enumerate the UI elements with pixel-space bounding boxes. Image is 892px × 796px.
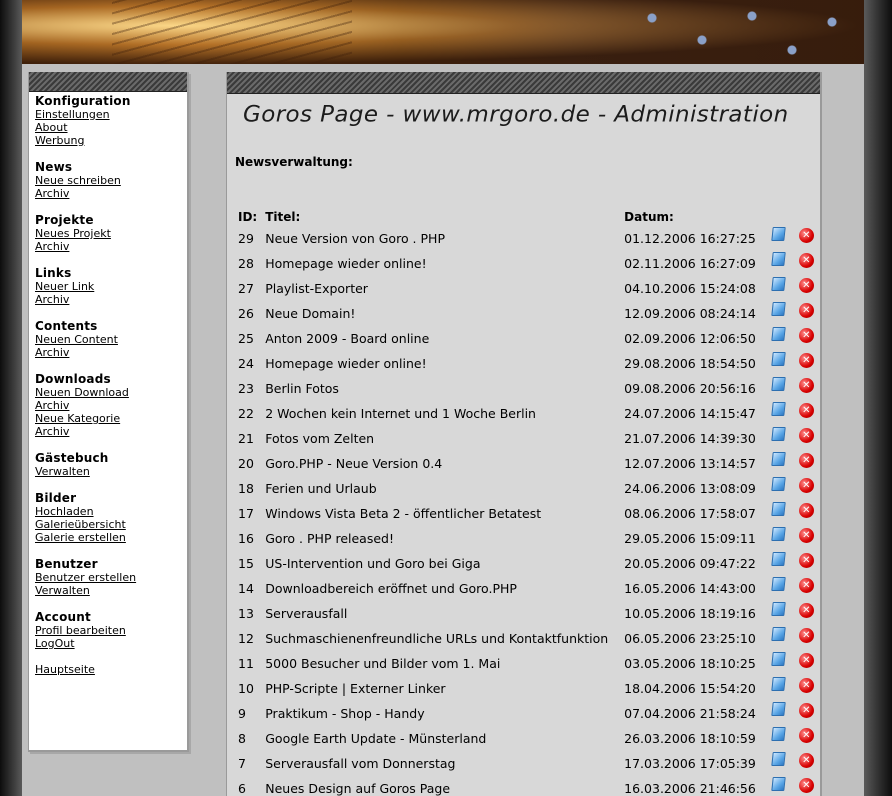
nav-section-title: Contents bbox=[35, 319, 98, 333]
cell-edit bbox=[765, 326, 792, 351]
nav-section bbox=[29, 451, 187, 478]
cell-date: 16.05.2006 14:43:00 bbox=[624, 581, 756, 596]
cell-edit bbox=[765, 226, 792, 251]
edit-page-icon[interactable] bbox=[772, 352, 786, 366]
cell-date: 20.05.2006 09:47:22 bbox=[624, 556, 756, 571]
nav-link[interactable]: Hochladen bbox=[35, 505, 94, 518]
nav-section-title: Account bbox=[35, 610, 91, 624]
nav-section bbox=[29, 372, 187, 438]
cell-title: Berlin Fotos bbox=[265, 381, 339, 396]
main-panel bbox=[226, 72, 822, 796]
table-row bbox=[234, 251, 820, 276]
cell-date: 07.04.2006 21:58:24 bbox=[624, 706, 756, 721]
cell-delete bbox=[793, 726, 820, 751]
cell-edit bbox=[765, 276, 792, 301]
cell-edit bbox=[765, 376, 792, 401]
cell-edit bbox=[765, 476, 792, 501]
delete-x-icon[interactable]: ✕ bbox=[799, 378, 814, 393]
nav-link[interactable]: Hauptseite bbox=[35, 663, 95, 676]
nav-section bbox=[29, 160, 187, 200]
nav-section-title: Projekte bbox=[35, 213, 94, 227]
cell-date: 16.03.2006 21:46:56 bbox=[624, 781, 756, 796]
cell-delete bbox=[793, 401, 820, 426]
nav-section bbox=[29, 319, 187, 359]
cell-date: 17.03.2006 17:05:39 bbox=[624, 756, 756, 771]
delete-x-icon[interactable]: ✕ bbox=[799, 278, 814, 293]
delete-x-icon[interactable]: ✕ bbox=[799, 403, 814, 418]
sidebar bbox=[28, 72, 189, 752]
cell-delete bbox=[793, 651, 820, 676]
cell-edit bbox=[765, 501, 792, 526]
table-row bbox=[234, 701, 820, 726]
nav-section bbox=[29, 557, 187, 597]
edit-page-icon[interactable] bbox=[772, 727, 786, 741]
cell-date: 04.10.2006 15:24:08 bbox=[624, 281, 756, 296]
nav-link[interactable]: Neues Projekt bbox=[35, 227, 111, 240]
table-row bbox=[234, 751, 820, 776]
nav-link[interactable]: Archiv bbox=[35, 187, 70, 200]
cell-id: 21 bbox=[238, 431, 254, 446]
nav-section-title: Konfiguration bbox=[35, 94, 131, 108]
delete-x-icon[interactable]: ✕ bbox=[799, 253, 814, 268]
cell-id: 7 bbox=[238, 756, 246, 771]
edit-page-icon[interactable] bbox=[772, 227, 786, 241]
edit-page-icon[interactable] bbox=[772, 277, 786, 291]
cell-edit bbox=[765, 301, 792, 326]
nav-link[interactable]: Archiv bbox=[35, 425, 70, 438]
nav-link[interactable]: LogOut bbox=[35, 637, 75, 650]
banner-studs-image bbox=[622, 0, 864, 64]
nav-link[interactable]: Profil bearbeiten bbox=[35, 624, 126, 637]
cell-title: Downloadbereich eröffnet und Goro.PHP bbox=[265, 581, 517, 596]
cell-title: Serverausfall bbox=[265, 606, 348, 621]
nav-link[interactable]: Neuer Link bbox=[35, 280, 95, 293]
delete-x-icon[interactable]: ✕ bbox=[799, 503, 814, 518]
cell-date: 26.03.2006 18:10:59 bbox=[624, 731, 756, 746]
cell-date: 18.04.2006 15:54:20 bbox=[624, 681, 756, 696]
cell-title: Suchmaschienenfreundliche URLs und Kontaktfunktion bbox=[265, 631, 609, 646]
table-row bbox=[234, 776, 820, 796]
edit-page-icon[interactable] bbox=[772, 327, 786, 341]
cell-id: 16 bbox=[238, 531, 254, 546]
cell-delete bbox=[793, 676, 820, 701]
cell-edit bbox=[765, 751, 792, 776]
table-row bbox=[234, 601, 820, 626]
banner-book-image bbox=[112, 0, 352, 64]
table-row bbox=[234, 626, 820, 651]
table-row bbox=[234, 501, 820, 526]
cell-id: 18 bbox=[238, 481, 254, 496]
cell-date: 09.08.2006 20:56:16 bbox=[624, 381, 756, 396]
delete-x-icon[interactable]: ✕ bbox=[799, 603, 814, 618]
cell-delete bbox=[793, 701, 820, 726]
delete-x-icon[interactable]: ✕ bbox=[799, 528, 814, 543]
cell-id: 25 bbox=[238, 331, 254, 346]
cell-date: 03.05.2006 18:10:25 bbox=[624, 656, 756, 671]
cell-delete bbox=[793, 351, 820, 376]
delete-x-icon[interactable]: ✕ bbox=[799, 753, 814, 768]
table-row bbox=[234, 426, 820, 451]
cell-delete bbox=[793, 501, 820, 526]
nav-link[interactable]: About bbox=[35, 121, 68, 134]
cell-title: Windows Vista Beta 2 - öffentlicher Betatest bbox=[265, 506, 542, 521]
nav-link[interactable]: Neuen Content bbox=[35, 333, 118, 346]
cell-delete bbox=[793, 626, 820, 651]
table-row bbox=[234, 576, 820, 601]
cell-title: US-Intervention und Goro bei Giga bbox=[265, 556, 481, 571]
cell-title: Praktikum - Shop - Handy bbox=[265, 706, 425, 721]
cell-id: 12 bbox=[238, 631, 254, 646]
cell-delete bbox=[793, 551, 820, 576]
cell-id: 29 bbox=[238, 231, 254, 246]
cell-id: 23 bbox=[238, 381, 254, 396]
edit-page-icon[interactable] bbox=[772, 377, 786, 391]
cell-id: 13 bbox=[238, 606, 254, 621]
edit-page-icon[interactable] bbox=[772, 252, 786, 266]
nav-link[interactable]: Werbung bbox=[35, 134, 85, 147]
section-heading: Newsverwaltung: bbox=[235, 155, 353, 169]
delete-x-icon[interactable]: ✕ bbox=[799, 628, 814, 643]
delete-x-icon[interactable]: ✕ bbox=[799, 303, 814, 318]
main-header-bar bbox=[227, 72, 820, 94]
table-row bbox=[234, 551, 820, 576]
nav-link[interactable]: Neue Kategorie bbox=[35, 412, 121, 425]
nav-section-title: News bbox=[35, 160, 73, 174]
cell-id: 26 bbox=[238, 306, 254, 321]
edit-page-icon[interactable] bbox=[772, 452, 786, 466]
cell-date: 21.07.2006 14:39:30 bbox=[624, 431, 756, 446]
cell-id: 28 bbox=[238, 256, 254, 271]
cell-delete bbox=[793, 751, 820, 776]
table-row bbox=[234, 376, 820, 401]
cell-edit bbox=[765, 551, 792, 576]
cell-id: 27 bbox=[238, 281, 254, 296]
delete-x-icon[interactable]: ✕ bbox=[799, 353, 814, 368]
delete-x-icon[interactable]: ✕ bbox=[799, 228, 814, 243]
nav-link[interactable]: Neuen Download bbox=[35, 386, 129, 399]
header-title: Titel: bbox=[265, 210, 301, 224]
table-row bbox=[234, 726, 820, 751]
cell-edit bbox=[765, 601, 792, 626]
table-row bbox=[234, 226, 820, 251]
nav-link[interactable]: Einstellungen bbox=[35, 108, 110, 121]
table-row bbox=[234, 326, 820, 351]
cell-delete bbox=[793, 576, 820, 601]
table-row bbox=[234, 301, 820, 326]
cell-delete bbox=[793, 251, 820, 276]
delete-x-icon[interactable]: ✕ bbox=[799, 478, 814, 493]
cell-delete bbox=[793, 276, 820, 301]
cell-date: 08.06.2006 17:58:07 bbox=[624, 506, 756, 521]
cell-edit bbox=[765, 351, 792, 376]
cell-delete bbox=[793, 301, 820, 326]
table-row bbox=[234, 451, 820, 476]
table-header-row bbox=[234, 208, 820, 226]
delete-x-icon[interactable]: ✕ bbox=[799, 428, 814, 443]
cell-delete bbox=[793, 451, 820, 476]
outer-frame-right bbox=[864, 0, 892, 796]
news-table bbox=[234, 208, 820, 796]
cell-title: Serverausfall vom Donnerstag bbox=[265, 756, 456, 771]
table-row bbox=[234, 676, 820, 701]
cell-date: 02.11.2006 16:27:09 bbox=[624, 256, 756, 271]
cell-date: 12.09.2006 08:24:14 bbox=[624, 306, 756, 321]
delete-x-icon[interactable]: ✕ bbox=[799, 678, 814, 693]
cell-title: 5000 Besucher und Bilder vom 1. Mai bbox=[265, 656, 501, 671]
edit-page-icon[interactable] bbox=[772, 652, 786, 666]
edit-page-icon[interactable] bbox=[772, 777, 786, 791]
page-title: Goros Page - www.mrgoro.de - Administration bbox=[243, 102, 789, 128]
nav-section-title: Bilder bbox=[35, 491, 77, 505]
cell-delete bbox=[793, 601, 820, 626]
cell-delete bbox=[793, 426, 820, 451]
header-edit bbox=[765, 208, 792, 226]
cell-id: 14 bbox=[238, 581, 254, 596]
nav-link[interactable]: Archiv bbox=[35, 293, 70, 306]
nav-section bbox=[29, 213, 187, 253]
delete-x-icon[interactable]: ✕ bbox=[799, 703, 814, 718]
cell-edit bbox=[765, 451, 792, 476]
table-row bbox=[234, 351, 820, 376]
cell-title: Homepage wieder online! bbox=[265, 356, 427, 371]
edit-page-icon[interactable] bbox=[772, 402, 786, 416]
cell-edit bbox=[765, 776, 792, 796]
nav-section bbox=[29, 663, 187, 676]
table-row bbox=[234, 401, 820, 426]
cell-title: Google Earth Update - Münsterland bbox=[265, 731, 487, 746]
cell-title: Neue Domain! bbox=[265, 306, 356, 321]
cell-date: 24.07.2006 14:15:47 bbox=[624, 406, 756, 421]
nav-link[interactable]: Neue schreiben bbox=[35, 174, 121, 187]
edit-page-icon[interactable] bbox=[772, 477, 786, 491]
cell-edit bbox=[765, 651, 792, 676]
cell-edit bbox=[765, 726, 792, 751]
cell-edit bbox=[765, 526, 792, 551]
sidebar-nav bbox=[29, 94, 187, 676]
edit-page-icon[interactable] bbox=[772, 752, 786, 766]
cell-date: 10.05.2006 18:19:16 bbox=[624, 606, 756, 621]
nav-section-title: Benutzer bbox=[35, 557, 98, 571]
cell-edit bbox=[765, 701, 792, 726]
delete-x-icon[interactable]: ✕ bbox=[799, 728, 814, 743]
cell-title: Goro.PHP - Neue Version 0.4 bbox=[265, 456, 443, 471]
cell-date: 01.12.2006 16:27:25 bbox=[624, 231, 756, 246]
edit-page-icon[interactable] bbox=[772, 577, 786, 591]
cell-date: 12.07.2006 13:14:57 bbox=[624, 456, 756, 471]
cell-edit bbox=[765, 676, 792, 701]
cell-date: 29.08.2006 18:54:50 bbox=[624, 356, 756, 371]
cell-title: Fotos vom Zelten bbox=[265, 431, 375, 446]
cell-title: 2 Wochen kein Internet und 1 Woche Berlin bbox=[265, 406, 536, 421]
nav-section bbox=[29, 94, 187, 147]
header-date: Datum: bbox=[624, 210, 674, 224]
cell-title: PHP-Scripte | Externer Linker bbox=[265, 681, 446, 696]
cell-id: 15 bbox=[238, 556, 254, 571]
cell-title: Ferien und Urlaub bbox=[265, 481, 377, 496]
cell-title: Goro . PHP released! bbox=[265, 531, 394, 546]
table-row bbox=[234, 651, 820, 676]
cell-id: 9 bbox=[238, 706, 246, 721]
cell-delete bbox=[793, 776, 820, 796]
cell-delete bbox=[793, 376, 820, 401]
cell-delete bbox=[793, 226, 820, 251]
cell-title: Homepage wieder online! bbox=[265, 256, 427, 271]
table-row bbox=[234, 276, 820, 301]
cell-delete bbox=[793, 326, 820, 351]
nav-section-title: Downloads bbox=[35, 372, 111, 386]
header-id: ID: bbox=[238, 210, 258, 224]
edit-page-icon[interactable] bbox=[772, 627, 786, 641]
delete-x-icon[interactable]: ✕ bbox=[799, 653, 814, 668]
edit-page-icon[interactable] bbox=[772, 677, 786, 691]
cell-id: 10 bbox=[238, 681, 254, 696]
edit-page-icon[interactable] bbox=[772, 302, 786, 316]
outer-frame-left bbox=[0, 0, 22, 796]
cell-edit bbox=[765, 401, 792, 426]
cell-id: 17 bbox=[238, 506, 254, 521]
cell-title: Neue Version von Goro . PHP bbox=[265, 231, 445, 246]
news-table-body bbox=[234, 226, 820, 796]
nav-link[interactable]: Archiv bbox=[35, 240, 70, 253]
cell-title: Neues Design auf Goros Page bbox=[265, 781, 451, 796]
delete-x-icon[interactable]: ✕ bbox=[799, 328, 814, 343]
cell-title: Anton 2009 - Board online bbox=[265, 331, 430, 346]
header-banner bbox=[22, 0, 864, 64]
cell-id: 20 bbox=[238, 456, 254, 471]
header-delete bbox=[793, 208, 820, 226]
cell-id: 11 bbox=[238, 656, 254, 671]
cell-delete bbox=[793, 526, 820, 551]
nav-link[interactable]: Verwalten bbox=[35, 584, 90, 597]
nav-section bbox=[29, 266, 187, 306]
sidebar-header-bar bbox=[29, 72, 187, 92]
nav-section-title: Gästebuch bbox=[35, 451, 109, 465]
cell-delete bbox=[793, 476, 820, 501]
cell-edit bbox=[765, 251, 792, 276]
cell-id: 6 bbox=[238, 781, 246, 796]
delete-x-icon[interactable]: ✕ bbox=[799, 778, 814, 793]
nav-link[interactable]: Galerieübersicht bbox=[35, 518, 126, 531]
nav-section-title: Links bbox=[35, 266, 72, 280]
cell-date: 06.05.2006 23:25:10 bbox=[624, 631, 756, 646]
edit-page-icon[interactable] bbox=[772, 552, 786, 566]
cell-id: 8 bbox=[238, 731, 246, 746]
delete-x-icon[interactable]: ✕ bbox=[799, 453, 814, 468]
delete-x-icon[interactable]: ✕ bbox=[799, 578, 814, 593]
cell-date: 29.05.2006 15:09:11 bbox=[624, 531, 756, 546]
nav-link[interactable]: Verwalten bbox=[35, 465, 90, 478]
edit-page-icon[interactable] bbox=[772, 602, 786, 616]
edit-page-icon[interactable] bbox=[772, 527, 786, 541]
delete-x-icon[interactable]: ✕ bbox=[799, 553, 814, 568]
nav-link[interactable]: Galerie erstellen bbox=[35, 531, 126, 544]
cell-id: 24 bbox=[238, 356, 254, 371]
edit-page-icon[interactable] bbox=[772, 502, 786, 516]
cell-title: Playlist-Exporter bbox=[265, 281, 368, 296]
nav-section bbox=[29, 491, 187, 544]
nav-section bbox=[29, 610, 187, 650]
nav-link[interactable]: Benutzer erstellen bbox=[35, 571, 137, 584]
cell-date: 24.06.2006 13:08:09 bbox=[624, 481, 756, 496]
cell-edit bbox=[765, 626, 792, 651]
cell-edit bbox=[765, 576, 792, 601]
nav-link[interactable]: Archiv bbox=[35, 346, 70, 359]
table-row bbox=[234, 476, 820, 501]
nav-link[interactable]: Archiv bbox=[35, 399, 70, 412]
cell-date: 02.09.2006 12:06:50 bbox=[624, 331, 756, 346]
edit-page-icon[interactable] bbox=[772, 702, 786, 716]
edit-page-icon[interactable] bbox=[772, 427, 786, 441]
table-row bbox=[234, 526, 820, 551]
cell-id: 22 bbox=[238, 406, 254, 421]
cell-edit bbox=[765, 426, 792, 451]
